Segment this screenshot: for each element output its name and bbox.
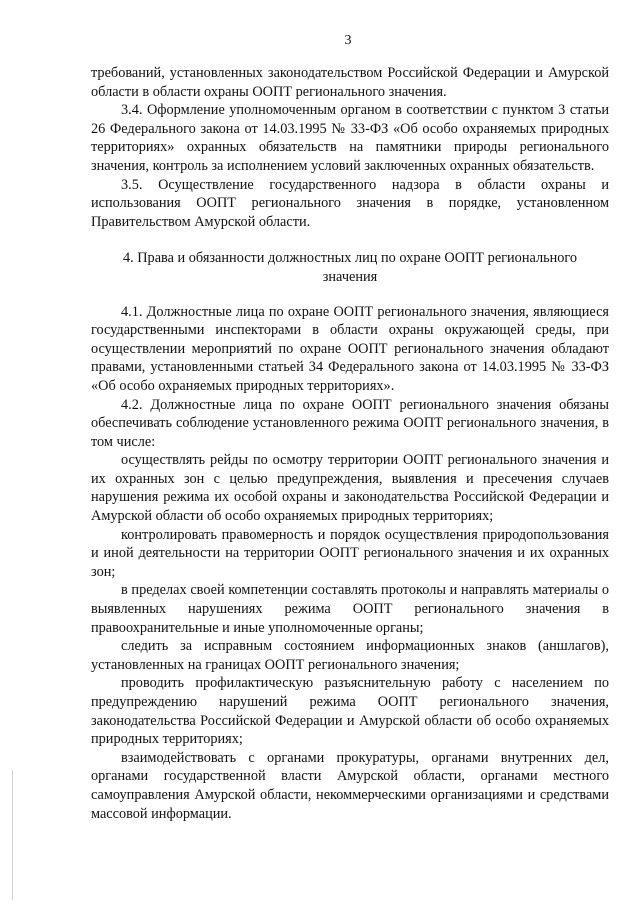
duty-item-prevention: проводить профилактическую разъяснительную работу с населением по предупреждению нарушений режима ООПТ регионального значения, законодательства Российской Федерации и Амурской области об особо охраняемых природных территориях; <box>91 675 609 748</box>
paragraph-4-1: 4.1. Должностные лица по охране ООПТ регионального значения, являющиеся государственными инспекторами в области охраны окружающей среды, при осуществлении мероприятий по охране ООПТ регионального значения обладают правами, установленными статьей 34 Федерального закона от 14.03.1995 № 33-ФЗ «Об особо охраняемых природных территориях». <box>91 303 609 394</box>
paragraph-4-2: 4.2. Должностные лица по охране ООПТ регионального значения обязаны обеспечивать соблюдение установленного режима ООПТ регионального значения, в том числе: <box>91 396 609 450</box>
scan-edge-mark <box>12 770 13 900</box>
section-4-heading: 4. Права и обязанности должностных лиц по охране ООПТ регионального значения <box>122 250 578 285</box>
duty-item-control: контролировать правомерность и порядок осуществления природопользования и иной деятельности на территории ООПТ регионального значения и их охранных зон; <box>91 526 609 580</box>
document-body <box>91 64 609 823</box>
paragraph-3-4: 3.4. Оформление уполномоченным органом в соответствии с пунктом 3 статьи 26 Федерального закона от 14.03.1995 № 33-ФЗ «Об особо охраняемых природных территориях» охранных обязательств на памятники природы регионального значения, контроль за исполнением условий заключенных охранных обязательств. <box>91 102 609 174</box>
duty-item-signs: следить за исправным состоянием информационных знаков (аншлагов), установленных на границах ООПТ регионального значения; <box>91 638 609 673</box>
duty-item-protocols: в пределах своей компетенции составлять протоколы и направлять материалы о выявленных нарушениях режима ООПТ регионального значения в правоохранительные и иные уполномоченные органы; <box>91 582 609 636</box>
duty-item-cooperation: взаимодействовать с органами прокуратуры, органами внутренних дел, органами государственной власти Амурской области, органами местного самоуправления Амурской области, некоммерческими организациями и средствами массовой информации. <box>91 749 609 822</box>
page-number: 3 <box>344 33 352 48</box>
paragraph-3-5: 3.5. Осуществление государственного надзора в области охраны и использования ООПТ регионального значения в порядке, установленном Правительством Амурской области. <box>91 176 609 230</box>
duty-item-raids: осуществлять рейды по осмотру территории ООПТ регионального значения и их охранных зон с целью предупреждения, выявления и пресечения случаев нарушения режима их особой охраны и законодательства Российской Федерации и Амурской области об особо охраняемых природных территориях; <box>91 452 609 525</box>
paragraph-continuation: требований, установленных законодательством Российской Федерации и Амурской области в области охраны ООПТ регионального значения. <box>91 65 609 100</box>
